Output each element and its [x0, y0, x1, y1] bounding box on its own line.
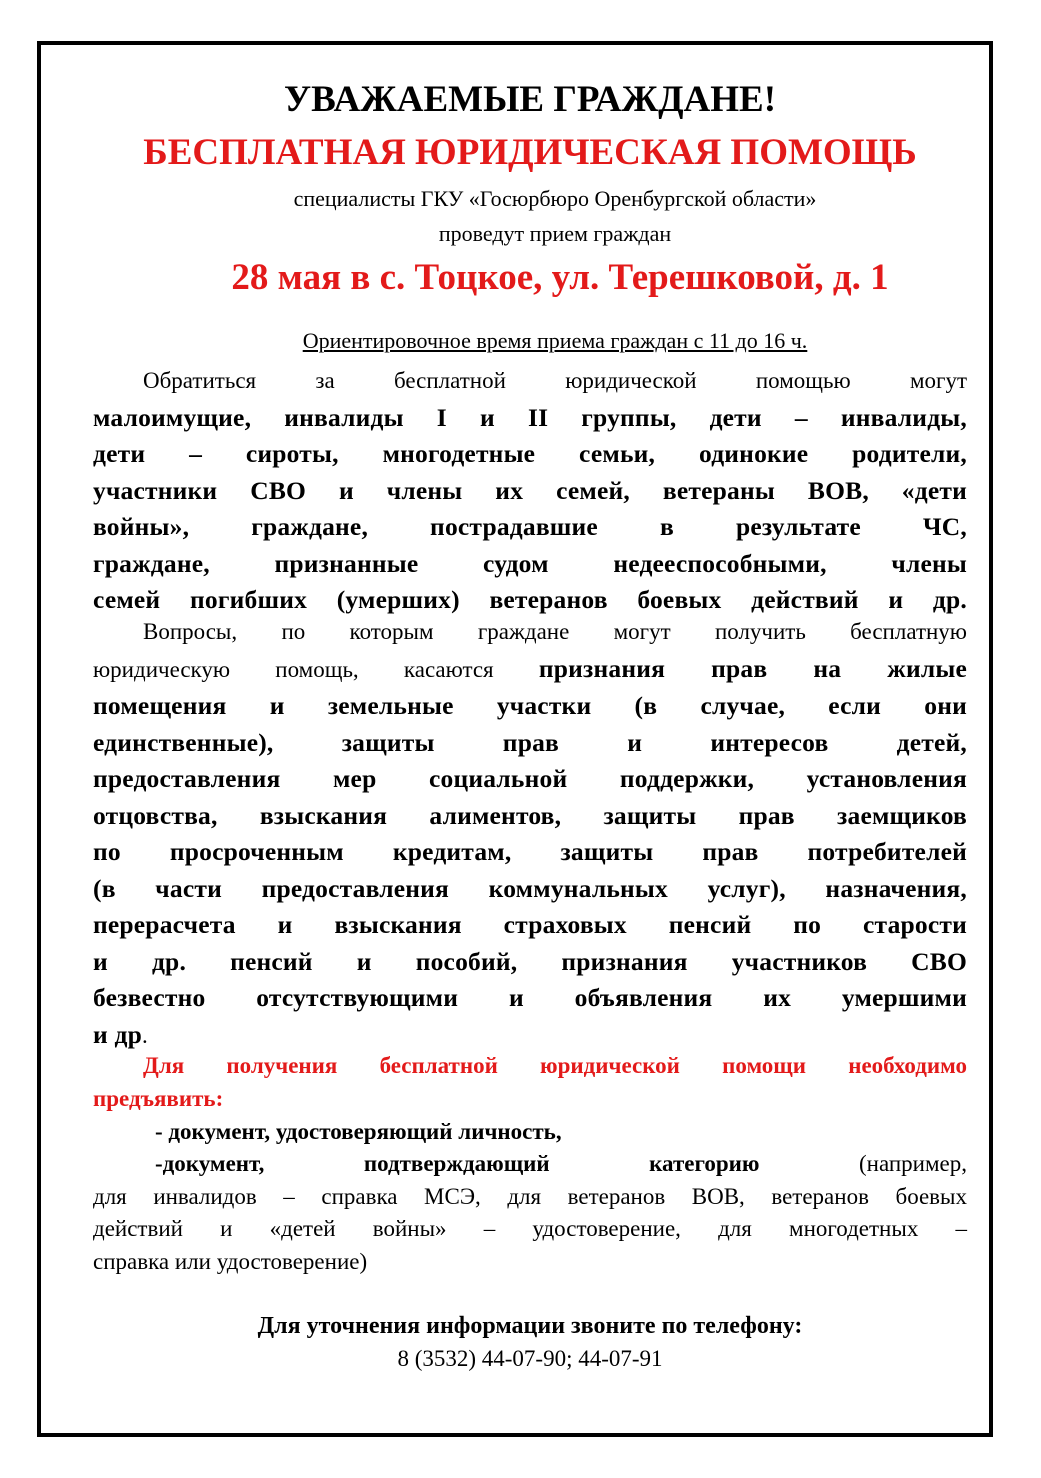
- questions-line: безвестно отсутствующими и объявления их умершими: [93, 983, 967, 1012]
- requirements-note: [93, 1049, 967, 1115]
- questions-line: [93, 614, 967, 651]
- questions-line: по просроченным кредитам, защиты прав потребителей: [93, 837, 967, 866]
- questions-paragraph: [93, 614, 967, 1054]
- questions-line-bold: признания прав на жилые: [538, 653, 968, 683]
- page-title: УВАЖАЕМЫЕ ГРАЖДАНЕ!: [283, 79, 777, 120]
- time-line: [130, 326, 980, 356]
- document-line: справка или удостоверение): [93, 1248, 368, 1274]
- eligibility-paragraph: [93, 363, 967, 619]
- requirements-note-line: предъявить:: [93, 1086, 224, 1111]
- eligibility-line: [93, 363, 967, 400]
- organization-line: специалисты ГКУ «Госюрбюро Оренбургской области»: [293, 186, 817, 211]
- contact-title: Для уточнения информации звоните по телефону:: [257, 1313, 803, 1339]
- questions-line: отцовства, взыскания алиментов, защиты прав заемщиков: [93, 800, 967, 830]
- questions-line: предоставления мер социальной поддержки, установления: [93, 764, 967, 793]
- contact-phones: 8 (3532) 44-07-90; 44-07-91: [397, 1346, 663, 1371]
- requirements-note-line: [93, 1049, 967, 1082]
- eligibility-line: малоимущие, инвалиды I и II группы, дети – инвалиды,: [93, 402, 967, 432]
- eligibility-line: дети – сироты, многодетные семьи, одинокие родители,: [93, 439, 967, 468]
- questions-last-regular: .: [141, 1022, 148, 1048]
- document-line: для инвалидов – справка МСЭ, для ветеранов ВОВ, ветеранов боевых: [93, 1183, 967, 1209]
- time-text: Ориентировочное время приема граждан с 11 до 16 ч.: [302, 328, 808, 353]
- action-line: проведут прием граждан: [438, 221, 672, 246]
- questions-line: (в части предоставления коммунальных услуг), назначения,: [93, 873, 967, 903]
- date-place: 28 мая в с. Тоцкое, ул. Терешковой, д. 1: [231, 257, 889, 298]
- questions-line: и др. пенсий и пособий, признания участников СВО: [93, 946, 967, 976]
- questions-line: перерасчета и взыскания страховых пенсий по старости: [93, 910, 967, 939]
- questions-line: единственные), защиты прав и интересов детей,: [93, 727, 967, 757]
- document-item-category: [93, 1148, 967, 1278]
- eligibility-line: войны», граждане, пострадавшие в результате ЧС,: [93, 512, 967, 541]
- questions-line: помещения и земельные участки (в случае, если они: [93, 691, 967, 720]
- eligibility-line: участники СВО и члены их семей, ветераны ВОВ, «дети: [93, 475, 967, 505]
- eligibility-line: граждане, признанные судом недееспособными, члены: [93, 548, 967, 578]
- questions-last-bold: и др: [93, 1019, 142, 1049]
- questions-line: [93, 651, 967, 689]
- questions-line-text: Вопросы, по которым граждане могут получить бесплатную: [143, 619, 967, 644]
- document-line-regular: (например,: [759, 1151, 967, 1176]
- document-line-bold: -документ, подтверждающий категорию: [155, 1151, 760, 1176]
- questions-line-text: юридическую помощь, касаются: [93, 656, 539, 682]
- document-item-identity: - документ, удостоверяющий личность,: [155, 1119, 562, 1144]
- page-subtitle: БЕСПЛАТНАЯ ЮРИДИЧЕСКАЯ ПОМОЩЬ: [143, 132, 917, 173]
- document-line: действий и «детей войны» – удостоверение, для многодетных –: [93, 1216, 967, 1241]
- eligibility-line: семей погибших (умерших) ветеранов боевых действий и др.: [93, 585, 967, 614]
- document-line: [93, 1148, 967, 1181]
- requirements-note-text: Для получения бесплатной юридической помощи необходимо: [143, 1053, 967, 1078]
- eligibility-line-text: Обратиться за бесплатной юридической помощью могут: [143, 368, 967, 393]
